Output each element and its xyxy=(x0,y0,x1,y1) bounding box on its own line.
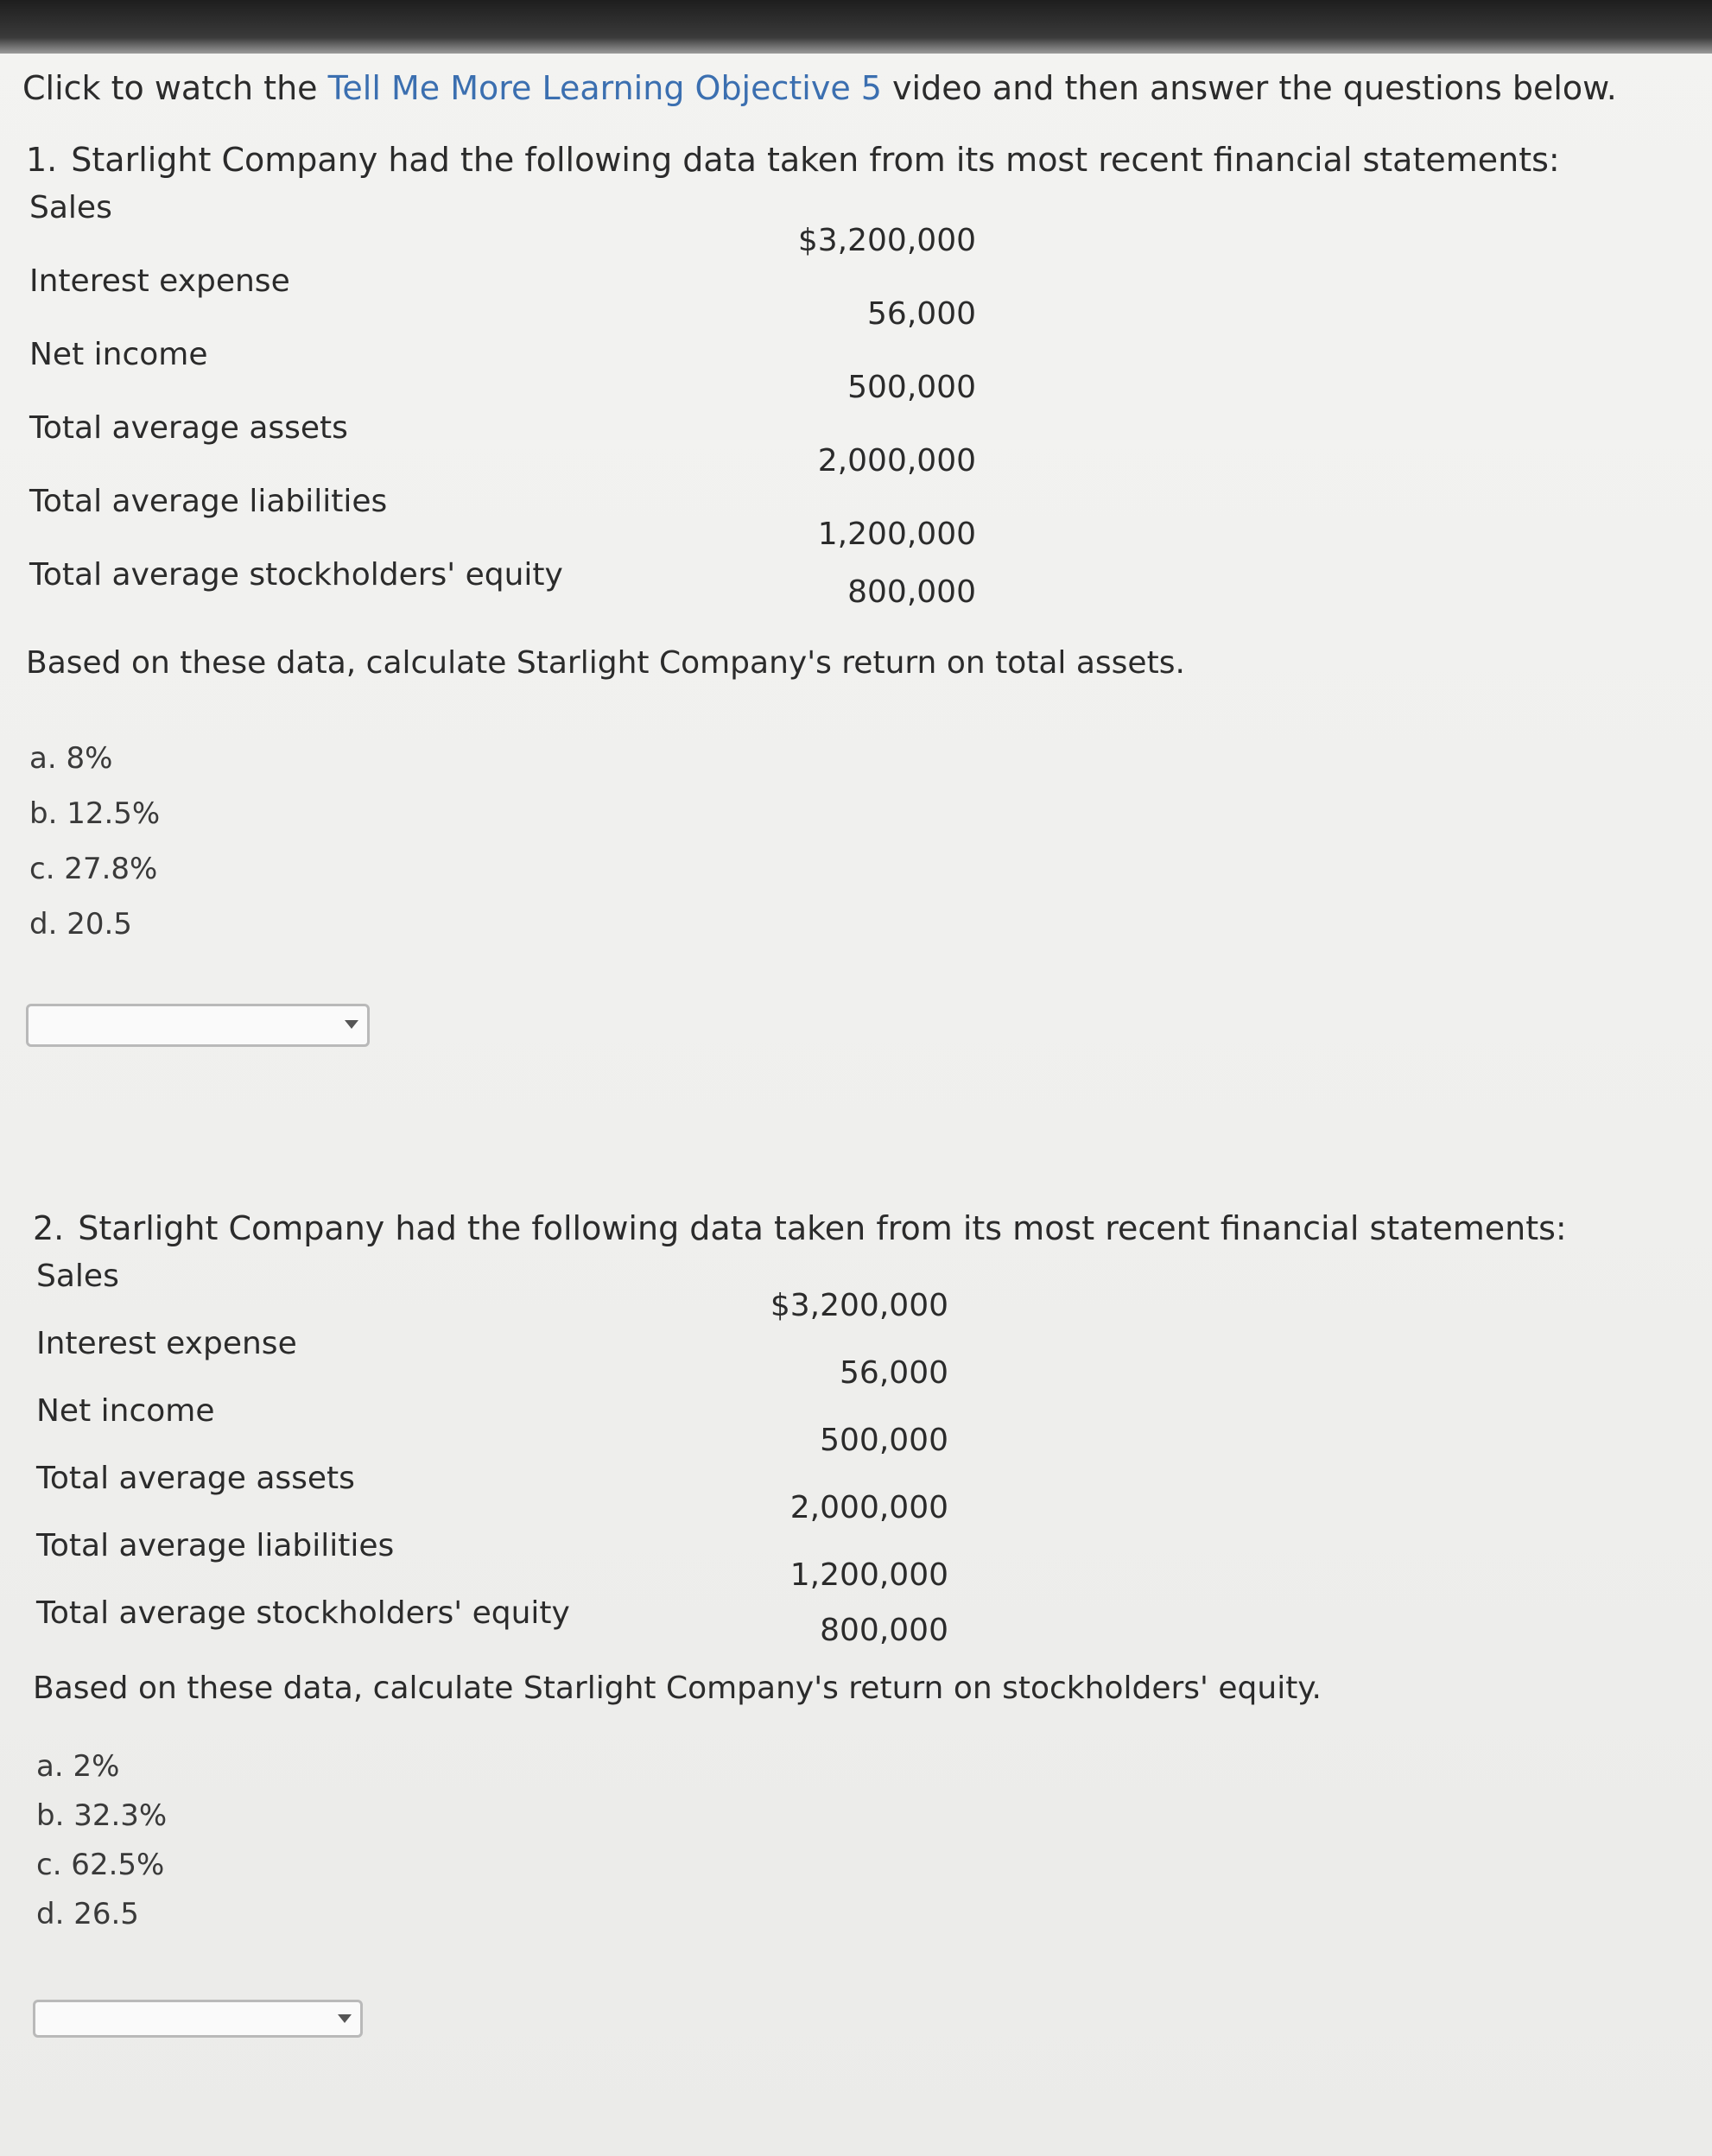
row-label: Interest expense xyxy=(29,263,290,299)
screen-bezel xyxy=(0,0,1712,54)
row-value: 500,000 xyxy=(820,1423,948,1458)
chevron-down-icon xyxy=(345,1020,358,1029)
row-label: Total average assets xyxy=(36,1461,355,1496)
row-value: 56,000 xyxy=(840,1355,948,1391)
table-row xyxy=(26,263,976,337)
question-2-prompt: Based on these data, calculate Starlight Company's return on stockholders' equity. xyxy=(33,1671,1322,1706)
option-a: a. 8% xyxy=(29,741,113,776)
table-row xyxy=(33,1595,948,1656)
row-value: 800,000 xyxy=(847,574,976,610)
row-label: Sales xyxy=(29,190,112,225)
table-row xyxy=(26,337,976,410)
option-b: b. 32.3% xyxy=(36,1798,168,1833)
question-1-options xyxy=(26,731,1650,952)
row-value: 56,000 xyxy=(867,296,976,332)
row-label: Total average stockholders' equity xyxy=(29,557,563,593)
question-1-answer-dropdown[interactable] xyxy=(26,1004,370,1047)
row-label: Sales xyxy=(36,1259,119,1294)
video-link[interactable]: Tell Me More Learning Objective 5 xyxy=(327,69,882,107)
row-label: Net income xyxy=(29,337,208,372)
question-2-title-text: Starlight Company had the following data taken from its most recent financial statements: xyxy=(78,1209,1567,1247)
table-row xyxy=(33,1528,948,1595)
question-1-prompt: Based on these data, calculate Starlight Company's return on total assets. xyxy=(26,645,1185,681)
table-row xyxy=(33,1393,948,1461)
row-value: 500,000 xyxy=(847,370,976,405)
table-row xyxy=(26,410,976,484)
intro-before-link: Click to watch the xyxy=(22,69,328,107)
row-value: $3,200,000 xyxy=(797,223,976,258)
intro-text xyxy=(22,54,1617,123)
question-1-title-text: Starlight Company had the following data taken from its most recent financial statements: xyxy=(71,141,1560,179)
table-row xyxy=(33,1326,948,1393)
table-row xyxy=(26,557,976,631)
table-row xyxy=(33,1259,948,1326)
question-2 xyxy=(33,1198,1657,2038)
option-a: a. 2% xyxy=(36,1749,120,1784)
row-label: Total average stockholders' equity xyxy=(36,1595,570,1631)
row-label: Interest expense xyxy=(36,1326,297,1361)
row-label: Net income xyxy=(36,1393,215,1429)
question-2-data-table xyxy=(33,1259,948,1656)
row-value: $3,200,000 xyxy=(770,1288,948,1323)
question-1-number: 1. xyxy=(26,141,58,179)
table-row xyxy=(26,190,976,263)
page-content xyxy=(0,54,1712,2156)
row-label: Total average liabilities xyxy=(36,1528,395,1563)
question-2-number: 2. xyxy=(33,1209,65,1247)
chevron-down-icon xyxy=(338,2014,352,2023)
row-value: 1,200,000 xyxy=(789,1557,948,1593)
row-label: Total average liabilities xyxy=(29,484,388,519)
table-row xyxy=(26,484,976,557)
row-value: 1,200,000 xyxy=(817,517,976,552)
row-value: 2,000,000 xyxy=(817,443,976,479)
question-1-title xyxy=(26,130,1650,190)
row-value: 800,000 xyxy=(820,1613,948,1648)
option-b: b. 12.5% xyxy=(29,796,161,831)
option-d: d. 26.5 xyxy=(36,1897,139,1931)
question-2-options xyxy=(33,1742,1657,1939)
row-label: Total average assets xyxy=(29,410,348,446)
table-row xyxy=(33,1461,948,1528)
question-1 xyxy=(26,130,1650,1047)
question-1-data-table xyxy=(26,190,976,631)
question-2-title xyxy=(33,1198,1657,1259)
option-d: d. 20.5 xyxy=(29,907,132,942)
option-c: c. 27.8% xyxy=(29,852,158,886)
option-c: c. 62.5% xyxy=(36,1848,165,1882)
row-value: 2,000,000 xyxy=(789,1490,948,1525)
question-2-answer-dropdown[interactable] xyxy=(33,2000,363,2038)
intro-after-link: video and then answer the questions below. xyxy=(881,69,1617,107)
